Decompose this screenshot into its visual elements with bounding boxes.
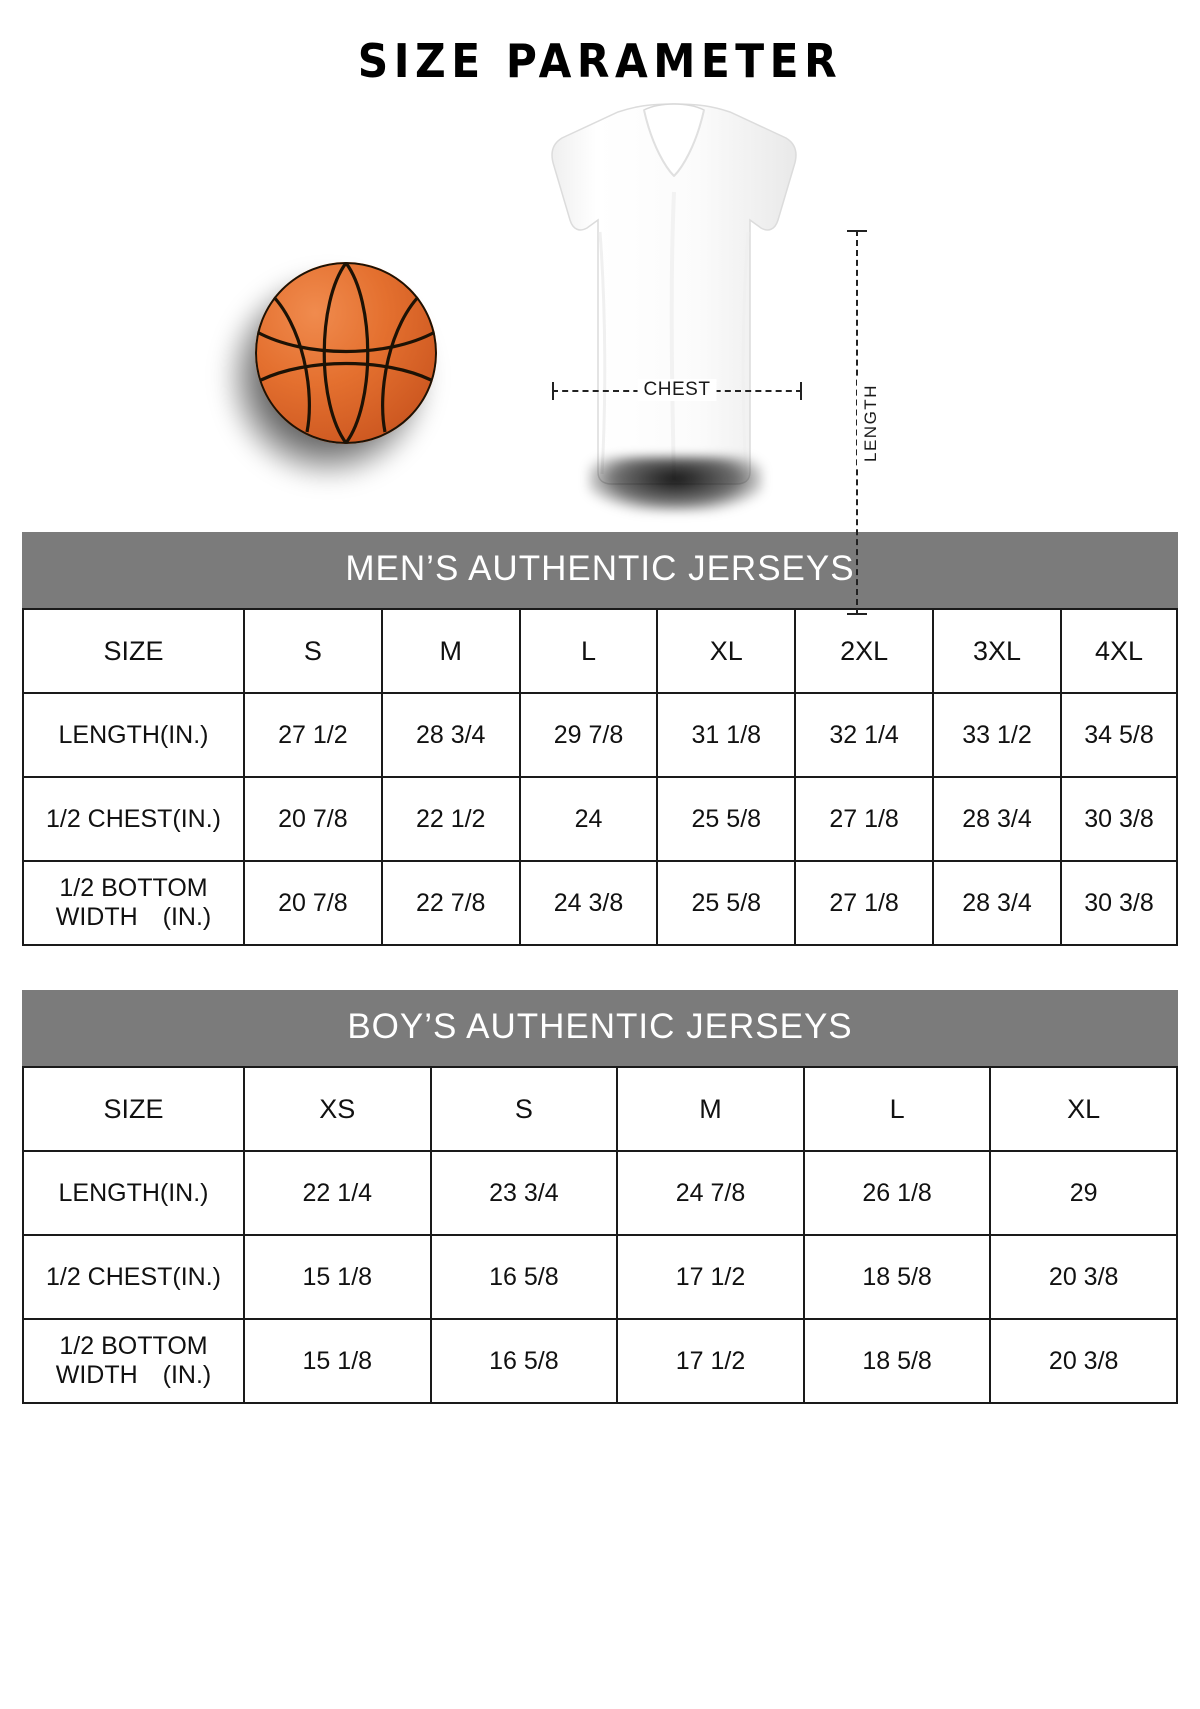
cell-length-xl: 29 [990, 1151, 1177, 1235]
col-size: SIZE [23, 1067, 244, 1151]
cell-chest-s: 20 7/8 [244, 777, 382, 861]
mens-table-heading: MEN’S AUTHENTIC JERSEYS [22, 532, 1178, 608]
table-row [23, 1235, 1177, 1319]
cell-chest-4xl: 30 3/8 [1061, 777, 1177, 861]
cell-length-m: 24 7/8 [617, 1151, 804, 1235]
chest-measure-line [552, 380, 802, 402]
cell-bottom-xl: 20 3/8 [990, 1319, 1177, 1403]
col-3xl: 3XL [933, 609, 1061, 693]
cell-bottom-3xl: 28 3/4 [933, 861, 1061, 945]
col-xl: XL [657, 609, 795, 693]
col-s: S [431, 1067, 618, 1151]
table-row [23, 693, 1177, 777]
cell-bottom-s: 20 7/8 [244, 861, 382, 945]
cell-length-xs: 22 1/4 [244, 1151, 431, 1235]
boys-table-heading: BOY’S AUTHENTIC JERSEYS [22, 990, 1178, 1066]
basketball-icon [215, 252, 475, 512]
length-cap-bottom [847, 613, 867, 615]
jersey-outline-icon [540, 102, 810, 502]
mens-size-table-block [22, 532, 1178, 946]
row-label-bottom-width [23, 1319, 244, 1403]
row-label-bottom-width [23, 861, 244, 945]
cell-chest-m: 17 1/2 [617, 1235, 804, 1319]
cell-length-l: 26 1/8 [804, 1151, 991, 1235]
cell-chest-l: 24 [520, 777, 658, 861]
basketball-ball [255, 262, 437, 444]
cell-bottom-m: 17 1/2 [617, 1319, 804, 1403]
cell-chest-3xl: 28 3/4 [933, 777, 1061, 861]
row-label-bottom-width-line1: 1/2 BOTTOM [59, 1332, 208, 1361]
mens-size-table [22, 608, 1178, 946]
cell-chest-l: 18 5/8 [804, 1235, 991, 1319]
col-s: S [244, 609, 382, 693]
cell-length-s: 23 3/4 [431, 1151, 618, 1235]
cell-length-l: 29 7/8 [520, 693, 658, 777]
cell-bottom-xs: 15 1/8 [244, 1319, 431, 1403]
cell-bottom-xl: 25 5/8 [657, 861, 795, 945]
chest-label: CHEST [638, 379, 717, 401]
cell-length-2xl: 32 1/4 [795, 693, 933, 777]
cell-length-s: 27 1/2 [244, 693, 382, 777]
row-label-chest: 1/2 CHEST(IN.) [23, 1235, 244, 1319]
cell-length-xl: 31 1/8 [657, 693, 795, 777]
cell-chest-xs: 15 1/8 [244, 1235, 431, 1319]
col-xs: XS [244, 1067, 431, 1151]
cell-chest-s: 16 5/8 [431, 1235, 618, 1319]
cell-chest-xl: 25 5/8 [657, 777, 795, 861]
cell-chest-xl: 20 3/8 [990, 1235, 1177, 1319]
cell-length-4xl: 34 5/8 [1061, 693, 1177, 777]
cell-length-3xl: 33 1/2 [933, 693, 1061, 777]
cell-bottom-4xl: 30 3/8 [1061, 861, 1177, 945]
jersey-icon [540, 102, 810, 522]
length-label: LENGTH [857, 378, 885, 468]
table-header-row [23, 609, 1177, 693]
table-header-row [23, 1067, 1177, 1151]
chest-cap-right [800, 382, 802, 400]
cell-bottom-s: 16 5/8 [431, 1319, 618, 1403]
cell-bottom-l: 24 3/8 [520, 861, 658, 945]
cell-bottom-2xl: 27 1/8 [795, 861, 933, 945]
basketball-lines-icon [255, 262, 437, 444]
col-4xl: 4XL [1061, 609, 1177, 693]
page-title: SIZE PARAMETER [357, 34, 843, 88]
size-diagram [0, 102, 1200, 532]
table-row [23, 1151, 1177, 1235]
row-label-length: LENGTH(IN.) [23, 693, 244, 777]
cell-bottom-l: 18 5/8 [804, 1319, 991, 1403]
col-m: M [382, 609, 520, 693]
boys-size-table [22, 1066, 1178, 1404]
col-m: M [617, 1067, 804, 1151]
cell-bottom-m: 22 7/8 [382, 861, 520, 945]
row-label-bottom-width-line1: 1/2 BOTTOM [59, 874, 208, 903]
length-measure-line [845, 230, 880, 615]
col-xl: XL [990, 1067, 1177, 1151]
table-row [23, 777, 1177, 861]
row-label-length: LENGTH(IN.) [23, 1151, 244, 1235]
jersey-shadow [588, 457, 763, 512]
col-2xl: 2XL [795, 609, 933, 693]
row-label-bottom-width-line2: WIDTH (IN.) [55, 903, 212, 931]
col-l: L [520, 609, 658, 693]
table-row [23, 861, 1177, 945]
col-size: SIZE [23, 609, 244, 693]
row-label-bottom-width-line2: WIDTH (IN.) [55, 1361, 212, 1389]
row-label-chest: 1/2 CHEST(IN.) [23, 777, 244, 861]
table-row [23, 1319, 1177, 1403]
table-gap [0, 946, 1200, 990]
cell-chest-m: 22 1/2 [382, 777, 520, 861]
cell-chest-2xl: 27 1/8 [795, 777, 933, 861]
col-l: L [804, 1067, 991, 1151]
cell-length-m: 28 3/4 [382, 693, 520, 777]
boys-size-table-block [22, 990, 1178, 1404]
